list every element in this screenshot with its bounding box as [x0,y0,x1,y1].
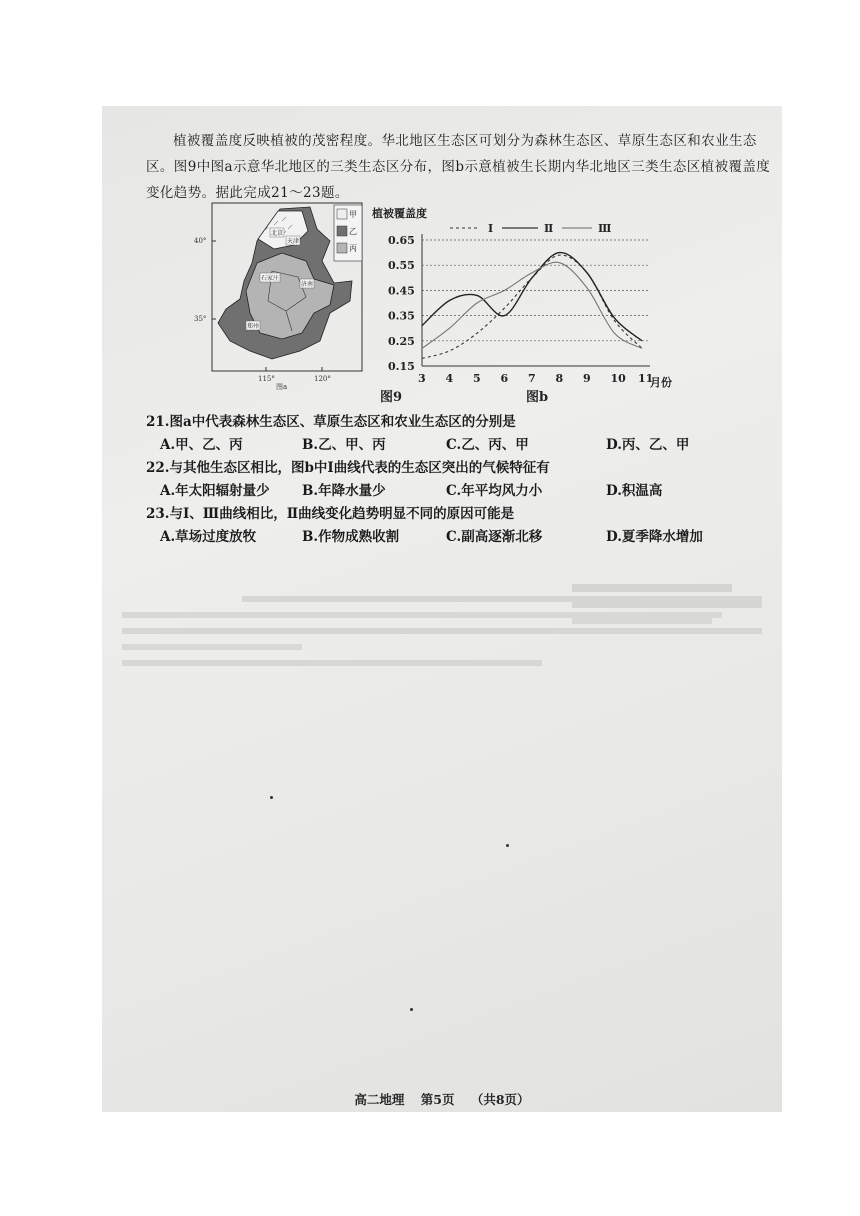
figure-a-map [194,201,382,391]
question-22-stem: 22.与其他生态区相比，图b中Ⅰ曲线代表的生态区突出的气候特征有 [146,460,550,476]
chart-svg [370,200,680,400]
lat-label-35: 35° [194,315,207,323]
y-tick-label: 0.65 [388,234,415,247]
bleed-through-lines [122,586,762,676]
question-23-stem: 23.与Ⅰ、Ⅲ曲线相比，Ⅱ曲线变化趋势明显不同的原因可能是 [146,506,515,522]
footer-subject: 高二地理 [354,1092,405,1107]
footer-total: （共8页） [470,1092,530,1107]
city-jinan: 济南 [301,281,314,288]
y-tick-label: 0.35 [388,309,415,323]
x-tick-label: 6 [500,372,509,385]
q21-option-a: A.甲、乙、丙 [160,437,243,453]
q23-option-c: C.副高逐渐北移 [446,529,543,545]
y-tick-label: 0.15 [388,360,415,373]
figure-number: 图9 [380,390,403,405]
chart-xlabel: 月份 [650,376,672,389]
city-beijing: 北京 [271,230,284,237]
q23-option-a: A.草场过度放牧 [160,529,257,545]
series-line-2 [422,253,642,341]
q22-option-b: B.年降水量少 [302,483,386,499]
y-tick-label: 0.25 [388,334,415,348]
q23-option-b: B.作物成熟收割 [302,529,400,545]
lon-label-115: 115° [258,375,275,383]
y-tick-label: 0.45 [388,284,415,298]
speck [410,1008,413,1011]
legend-swatch-bing [337,243,347,253]
q22-option-d: D.积温高 [606,483,663,499]
q23-option-d: D.夏季降水增加 [606,529,703,545]
x-tick-label: 3 [418,372,426,385]
chart-ylabel: 植被覆盖度 [372,207,427,220]
city-tianjin: 天津 [287,238,300,245]
map-svg [194,201,382,391]
x-tick-label: 10 [610,372,626,385]
legend-swatch-yi [337,226,347,236]
speck [270,796,273,799]
lon-label-120: 120° [314,375,331,383]
page-footer [102,1090,782,1108]
figure-b-chart [370,200,680,400]
intro-paragraph: 植被覆盖度反映植被的茂密程度。华北地区生态区可划分为森林生态区、草原生态区和农业生态区。图9中图a示意华北地区的三类生态区分布，图b示意植被生长期内华北地区三类生态区植被覆盖度变化趋势。据此完成21～23题。 [146,133,771,201]
q22-option-a: A.年太阳辐射量少 [160,483,270,499]
x-tick-label: 9 [583,372,591,385]
speck [506,844,509,847]
x-tick-label: 8 [555,372,564,385]
city-zhengzhou: 郑州 [247,323,260,330]
legend-jia: 甲 [349,210,357,219]
q21-option-c: C.乙、丙、甲 [446,437,529,453]
y-tick-label: 0.55 [388,259,415,273]
lat-label-40: 40° [194,237,207,245]
chart-caption: 图b [526,390,549,405]
legend-swatch-jia [337,209,347,219]
footer-page: 第5页 [420,1092,455,1107]
legend-yi: 乙 [349,227,357,236]
map-caption: 图a [276,383,288,391]
legend-label-II: Ⅱ [544,222,554,235]
city-shijiazhuang: 石家庄 [261,275,280,282]
question-21-stem: 21.图a中代表森林生态区、草原生态区和农业生态区的分别是 [146,414,516,430]
legend-bing: 丙 [349,244,357,253]
x-tick-label: 5 [473,372,481,385]
x-tick-label: 11 [638,372,654,385]
legend-label-III: Ⅲ [598,222,612,235]
series-line-1 [422,255,642,358]
q21-option-b: B.乙、甲、丙 [302,437,386,453]
exam-page [102,106,782,1112]
x-tick-label: 7 [528,372,536,385]
q22-option-c: C.年平均风力小 [446,483,543,499]
legend-label-I: Ⅰ [488,222,494,235]
q21-option-d: D.丙、乙、甲 [606,437,690,453]
x-tick-label: 4 [445,372,454,385]
series-line-3 [422,262,642,348]
